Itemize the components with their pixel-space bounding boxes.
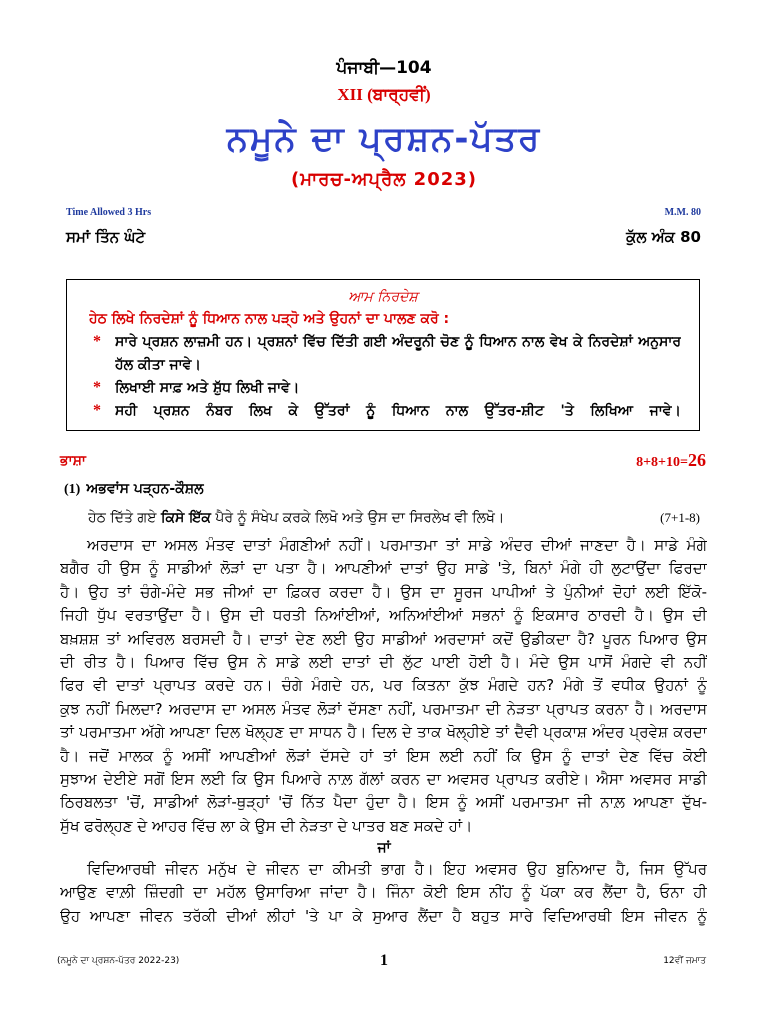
question-heading — [64, 478, 204, 501]
passage-line: ਕੁਝ ਨਹੀਂ ਮਿਲਦਾ? ਅਰਦਾਸ ਦਾ ਅਸਲ ਮੰਤਵ ਲੋੜਾਂ ਦੱਸਣਾ ਨਹੀਂ, ਪਰਮਾਤਮਾ ਦੀ ਨੇੜਤਾ ਪ੍ਰਾਪਤ ਕਰਨਾ ਹੈ। ਅਰਦਾਸ — [60, 699, 707, 718]
passage-line: ਹੈ। ਉਹ ਤਾਂ ਚੰਗੇ-ਮੰਦੇ ਸਭ ਜੀਆਂ ਦਾ ਫ਼ਿਕਰ ਕਰਦਾ ਹੈ। ਉਸ ਦਾ ਸੂਰਜ ਪਾਪੀਆਂ ਤੇ ਪੁੰਨੀਆਂ ਦੋਹਾਂ ਲਈ ਇੱਕੋ- — [60, 582, 707, 601]
time-allowed-en: Time Allowed 3 Hrs — [66, 207, 152, 218]
passage-line: ਬਖ਼ਸ਼ਸ਼ ਤਾਂ ਅਵਿਰਲ ਬਰਸਦੀ ਹੈ। ਦਾਤਾਂ ਦੇਣ ਲਈ ਉਹ ਸਾਡੀਆਂ ਅਰਦਾਸਾਂ ਕਦੋਂ ਉਡੀਕਦਾ ਹੈ? ਪੂਰਨ ਪਿਆਰ ਉਸ — [60, 629, 707, 648]
or-separator: ਜਾਂ — [377, 840, 391, 856]
general-instructions-box — [66, 279, 700, 431]
instructions-intro: ਹੇਠ ਲਿਖੇ ਨਿਰਦੇਸ਼ਾਂ ਨੂੰ ਧਿਆਨ ਨਾਲ ਪੜ੍ਹੋ ਅਤੇ ਉਹਨਾਂ ਦਾ ਪਾਲਣ ਕਰੋ : — [89, 311, 450, 327]
passage-2 — [60, 858, 707, 928]
passage-line: ਸੁਝਾਅ ਦੇਈਏ ਸਗੋਂ ਇਸ ਲਈ ਕਿ ਉਸ ਪਿਆਰੇ ਨਾਲ਼ ਗੱਲਾਂ ਕਰਨ ਦਾ ਅਵਸਰ ਪ੍ਰਾਪਤ ਕਰੀਏ। ਐਸਾ ਅਵਸਰ ਸਾਡੀ — [60, 769, 707, 788]
passage-line: ਆਉਣ ਵਾਲ਼ੀ ਜ਼ਿੰਦਗੀ ਦਾ ਮਹੱਲ ਉਸਾਰਿਆ ਜਾਂਦਾ ਹੈ। ਜਿੰਨਾ ਕੋਈ ਇਸ ਨੀਂਹ ਨੂੰ ਪੱਕਾ ਕਰ ਲੈਂਦਾ ਹੈ, ਓਨਾ ਹੀ — [60, 883, 707, 902]
total-marks-pa: ਕੁੱਲ ਅੰਕ 80 — [626, 228, 701, 246]
section-marks-total: 26 — [688, 450, 706, 470]
passage-line: ਤਾਂ ਪਰਮਾਤਮਾ ਅੱਗੇ ਆਪਣਾ ਦਿਲ ਖੋਲ੍ਹਣ ਦਾ ਸਾਧਨ ਹੈ। ਦਿਲ ਦੇ ਤਾਕ ਖੋਲ੍ਹੀਏ ਤਾਂ ਦੈਵੀ ਪ੍ਰਕਾਸ਼ ਅੰਦਰ ਪ੍ਰਵੇਸ਼ ਕਰਦਾ — [60, 723, 707, 742]
passage-line: ਦੀ ਰੀਤ ਹੈ। ਪਿਆਰ ਵਿੱਚ ਉਸ ਨੇ ਸਾਡੇ ਲਈ ਦਾਤਾਂ ਦੀ ਲੁੱਟ ਪਾਈ ਹੋਈ ਹੈ। ਮੰਦੇ ਉਸ ਪਾਸੋਂ ਮੰਗਦੇ ਵੀ ਨਹੀਂ — [60, 652, 707, 671]
passage-line: ਹੈ। ਜਦੋਂ ਮਾਲਕ ਨੂੰ ਅਸੀਂ ਆਪਣੀਆਂ ਲੋੜਾਂ ਦੱਸਦੇ ਹਾਂ ਤਾਂ ਇਸ ਲਈ ਨਹੀਂ ਕਿ ਉਸ ਨੂੰ ਦਾਤਾਂ ਦੇਣ ਵਿੱਚ ਕੋਈ — [60, 746, 707, 765]
question-title: ਅਭਵਾਂਸ ਪੜ੍ਹਨ-ਕੌਸ਼ਲ — [86, 481, 204, 497]
page-title: ਨਮੂਨੇ ਦਾ ਪ੍ਰਸ਼ਨ-ਪੱਤਰ — [226, 119, 542, 159]
instruction-item-1-line-1: ਸਾਰੇ ਪ੍ਰਸ਼ਨ ਲਾਜ਼ਮੀ ਹਨ। ਪ੍ਰਸ਼ਨਾਂ ਵਿੱਚ ਦਿੱਤੀ ਗਈ ਅੰਦਰੂਨੀ ਚੋਣ ਨੂੰ ਧਿਆਨ ਨਾਲ ਵੇਖ ਕੇ ਨਿਰਦੇਸ਼ਾਂ ਅਨੁਸਾਰ — [115, 334, 681, 350]
section-marks — [636, 448, 706, 475]
subject-code: ਪੰਜਾਬੀ—104 — [336, 58, 432, 78]
passage-line: ਉਹ ਆਪਣਾ ਜੀਵਨ ਤਰੱਕੀ ਦੀਆਂ ਲੀਹਾਂ 'ਤੇ ਪਾ ਕੇ ਸੁਆਰ ਲੈਂਦਾ ਹੈ ਬਹੁਤ ਸਾਰੇ ਵਿਦਿਆਰਥੀ ਇਸ ਜੀਵਨ ਨੂੰ — [60, 906, 707, 925]
instruction-text: ਪੈਰੇ ਨੂੰ ਸੰਖੇਪ ਕਰਕੇ ਲਿਖੋ ਅਤੇ ਉਸ ਦਾ ਸਿਰਲੇਖ ਵੀ ਲਿਖੋ। — [210, 510, 505, 526]
footer-class-label: 12ਵੀਂ ਜਮਾਤ — [663, 956, 706, 966]
footer-document-label: (ਨਮੂਨੇ ਦਾ ਪ੍ਰਸ਼ਨ-ਪੱਤਰ 2022-23) — [57, 956, 180, 966]
instructions-title: ਆਮ ਨਿਰਦੇਸ਼ — [348, 289, 418, 305]
class-label: XII (ਬਾਰ੍ਹਵੀਂ) — [337, 85, 431, 104]
bullet-asterisk: * — [93, 333, 101, 350]
section-marks-parts: 8+8+10= — [636, 455, 688, 470]
instruction-item-1-line-2: ਹੱਲ ਕੀਤਾ ਜਾਵੇ। — [115, 357, 201, 373]
question-instruction — [88, 507, 628, 529]
exam-session: (ਮਾਰਚ-ਅਪ੍ਰੈਲ 2023) — [291, 169, 477, 190]
passage-line: ਬਗੈਰ ਹੀ ਉਸ ਨੂੰ ਸਾਡੀਆਂ ਲੋੜਾਂ ਦਾ ਪਤਾ ਹੈ। ਆਪਣੀਆਂ ਦਾਤਾਂ ਉਹ ਸਾਡੇ 'ਤੇ, ਬਿਨਾਂ ਮੰਗੇ ਹੀ ਲੁਟਾਉਂਦਾ ਫਿਰਦਾ — [60, 559, 707, 578]
passage-line: ਅਰਦਾਸ ਦਾ ਅਸਲ ਮੰਤਵ ਦਾਤਾਂ ਮੰਗਣੀਆਂ ਨਹੀਂ। ਪਰਮਾਤਮਾ ਤਾਂ ਸਾਡੇ ਅੰਦਰ ਦੀਆਂ ਜਾਣਦਾ ਹੈ। ਸਾਡੇ ਮੰਗੇ — [87, 536, 707, 554]
instruction-text: ਹੇਠ ਦਿੱਤੇ ਗਏ — [88, 510, 161, 526]
passage-line: ਫਿਰ ਵੀ ਦਾਤਾਂ ਪ੍ਰਾਪਤ ਕਰਦੇ ਹਨ। ਚੰਗੇ ਮੰਗਦੇ ਹਨ, ਪਰ ਕਿਤਨਾ ਕੁੱਝ ਮੰਗਦੇ ਹਨ? ਮੰਗੇ ਤੋਂ ਵਧੀਕ ਉਹਨਾਂ ਨੂੰ — [60, 676, 707, 695]
instruction-item-2: ਲਿਖਾਈ ਸਾਫ਼ ਅਤੇ ਸ਼ੁੱਧ ਲਿਖੀ ਜਾਵੇ। — [115, 380, 300, 396]
max-marks-en: M.M. 80 — [664, 207, 701, 218]
time-allowed-pa: ਸਮਾਂ ਤਿੰਨ ਘੰਟੇ — [66, 228, 146, 246]
bullet-asterisk: * — [93, 379, 101, 396]
question-marks: (7+1-8) — [660, 510, 700, 525]
page-number: 1 — [380, 952, 388, 969]
question-number: (1) — [64, 482, 81, 497]
instruction-emphasis: ਕਿਸੇ ਇੱਕ — [160, 510, 211, 526]
instruction-item-3: ਸਹੀ ਪ੍ਰਸ਼ਨ ਨੰਬਰ ਲਿਖ ਕੇ ਉੱਤਰਾਂ ਨੂੰ ਧਿਆਨ ਨਾਲ ਉੱਤਰ-ਸ਼ੀਟ 'ਤੇ ਲਿਖਿਆ ਜਾਵੇ। — [115, 403, 681, 419]
passage-line: ਠਿਰਬਲਤਾ 'ਚੋਂ, ਸਾਡੀਆਂ ਲੋੜਾਂ-ਥੁੜ੍ਹਾਂ 'ਚੋਂ ਨਿੱਤ ਪੈਦਾ ਹੁੰਦਾ ਹੈ। ਇਸ ਨੂੰ ਅਸੀਂ ਪਰਮਾਤਮਾ ਜੀ ਨਾਲ਼ ਆਪਣਾ ਦੁੱਖ- — [60, 793, 707, 812]
passage-1 — [60, 534, 707, 838]
bullet-asterisk: * — [93, 402, 101, 419]
passage-line: ਵਿਦਿਆਰਥੀ ਜੀਵਨ ਮਨੁੱਖ ਦੇ ਜੀਵਨ ਦਾ ਕੀਮਤੀ ਭਾਗ ਹੈ। ਇਹ ਅਵਸਰ ਉਹ ਬੁਨਿਆਦ ਹੈ, ਜਿਸ ਉੱਪਰ — [87, 860, 707, 878]
passage-line: ਸੁੱਖ ਫਰੋਲ੍ਹਣ ਦੇ ਆਹਰ ਵਿੱਚ ਲਾ ਕੇ ਉਸ ਦੀ ਨੇੜਤਾ ਦੇ ਪਾਤਰ ਬਣ ਸਕਦੇ ਹਾਂ। — [60, 816, 473, 835]
passage-line: ਜਿਹੀ ਧੁੱਪ ਵਰਤਾਉਂਦਾ ਹੈ। ਉਸ ਦੀ ਧਰਤੀ ਨਿਆਂਈਆਂ, ਅਨਿਆਂਈਆਂ ਸਭਨਾਂ ਨੂੰ ਇਕਸਾਰ ਠਾਰਦੀ ਹੈ। ਉਸ ਦੀ — [60, 606, 707, 625]
section-name: ਭਾਸ਼ਾ — [60, 453, 86, 469]
